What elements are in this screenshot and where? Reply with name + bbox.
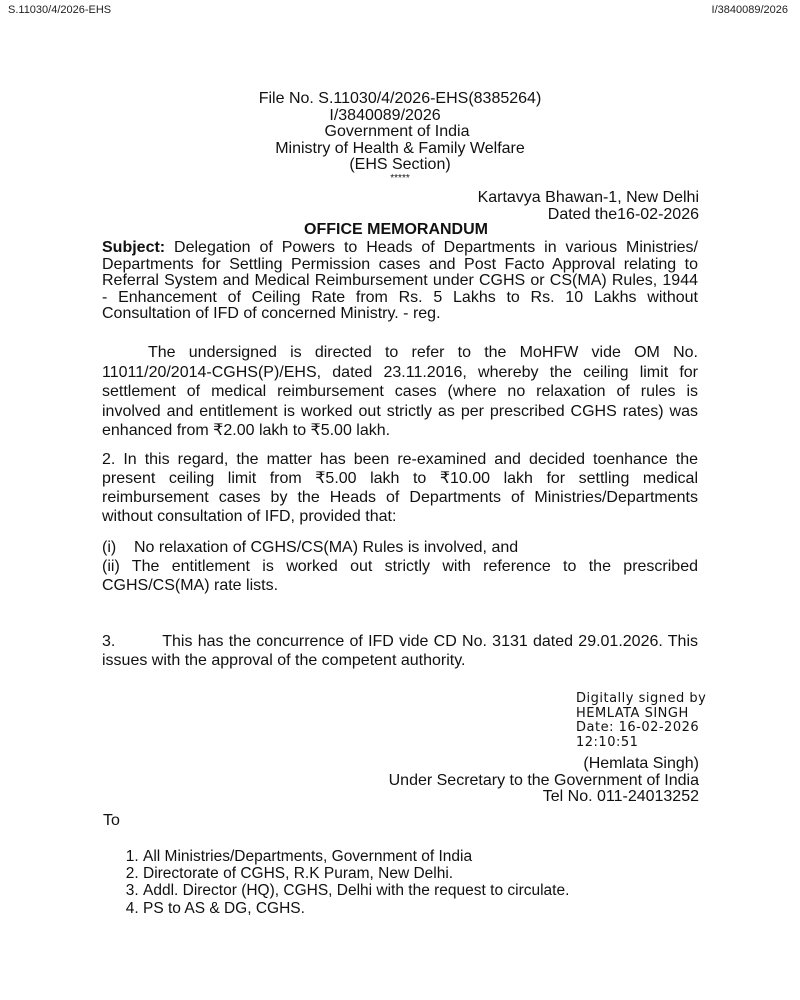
section: (EHS Section) [349, 156, 451, 173]
para-line: 3. This has the concurrence of IFD vide CD No. 3131 dated 29.01.2026. This [102, 633, 698, 650]
subject-line: Departments for Settling Permission cases and Post Facto Approval relating to [102, 255, 698, 273]
recipient-list [103, 848, 569, 917]
digital-signature [576, 692, 706, 750]
conditions [102, 538, 698, 595]
signatory-name: (Hemlata Singh) [583, 755, 699, 772]
subject-line: Referral System and Medical Reimbursement under CGHS or CS(MA) Rules, 1944 [102, 272, 698, 289]
subject-line: Consultation of IFD of concerned Ministry. - reg. [102, 305, 441, 322]
memo-date: Dated the16-02-2026 [547, 206, 699, 223]
memo-title: OFFICE MEMORANDUM [304, 221, 488, 238]
recipient: 3. Addl. Director (HQ), CGHS, Delhi with the request to circulate. [143, 882, 569, 899]
subject [102, 240, 698, 323]
para-line: reimbursement cases by the Heads of Departments of Ministries/Departments [102, 489, 698, 506]
paragraph-2 [102, 450, 698, 526]
para-line: without consultation of IFD, provided that: [102, 508, 397, 525]
para-line: involved and entitlement is worked out strictly as per prescribed CGHS rates) was [102, 402, 698, 420]
paragraph-1 [102, 343, 698, 441]
para-line: The undersigned is directed to refer to the MoHFW vide OM No. [148, 344, 698, 361]
separator-stars: ***** [390, 172, 410, 184]
paragraph-3 [102, 632, 698, 670]
condition-2: (ii) The entitlement is worked out strictly with reference to the prescribed [102, 558, 698, 575]
para-line: 2. In this regard, the matter has been re-examined and decided toenhance the [102, 451, 698, 468]
receipt-number: I/3840089/2026 [329, 106, 441, 124]
para-line: settlement of medical reimbursement cases (where no relaxation of rules is [102, 383, 698, 400]
header-receipt-ref: I/3840089/2026 [711, 4, 788, 16]
recipient: 2. Directorate of CGHS, R.K Puram, New Delhi. [143, 865, 569, 882]
recipient: 1. All Ministries/Departments, Government of India [143, 848, 569, 865]
sig-line: Date: 16-02-2026 [576, 720, 700, 735]
para-line: issues with the approval of the competent authority. [102, 652, 466, 669]
condition-1: (i) No relaxation of CGHS/CS(MA) Rules is involved, and [102, 539, 519, 556]
condition-2-cont: CGHS/CS(MA) rate lists. [102, 577, 279, 594]
sig-line: 12:10:51 [576, 734, 639, 750]
office-address: Kartavya Bhawan-1, New Delhi [477, 189, 699, 206]
signatory-designation: Under Secretary to the Government of India [388, 771, 699, 789]
letterhead [200, 91, 600, 184]
signatory-tel: Tel No. 011-24013252 [542, 788, 699, 805]
subject-line: Delegation of Powers to Heads of Departments in various Ministries/ [165, 239, 698, 256]
sig-line: Digitally signed by [576, 691, 707, 706]
header-file-ref: S.11030/4/2026-EHS [8, 4, 112, 16]
ministry: Ministry of Health & Family Welfare [275, 139, 525, 157]
para-line: 11011/20/2014-CGHS(P)/EHS, dated 23.11.2016, whereby the ceiling limit for [102, 363, 698, 381]
signatory-block [389, 756, 699, 806]
recipient: 4. PS to AS & DG, CGHS. [143, 900, 569, 917]
para-line: present ceiling limit from ₹5.00 lakh to ₹10.00 lakh for settling medical [102, 470, 698, 487]
address-block [478, 189, 699, 223]
subject-label: Subject: [102, 239, 166, 256]
sig-line: HEMLATA SINGH [576, 705, 689, 721]
para-line: enhanced from ₹2.00 lakh to ₹5.00 lakh. [102, 422, 391, 439]
file-number: File No. S.11030/4/2026-EHS(8385264) [258, 90, 542, 107]
to-label: To [103, 812, 120, 829]
government: Government of India [324, 123, 470, 140]
subject-line: - Enhancement of Ceiling Rate from Rs. 5 Lakhs to Rs. 10 Lakhs without [102, 288, 698, 306]
